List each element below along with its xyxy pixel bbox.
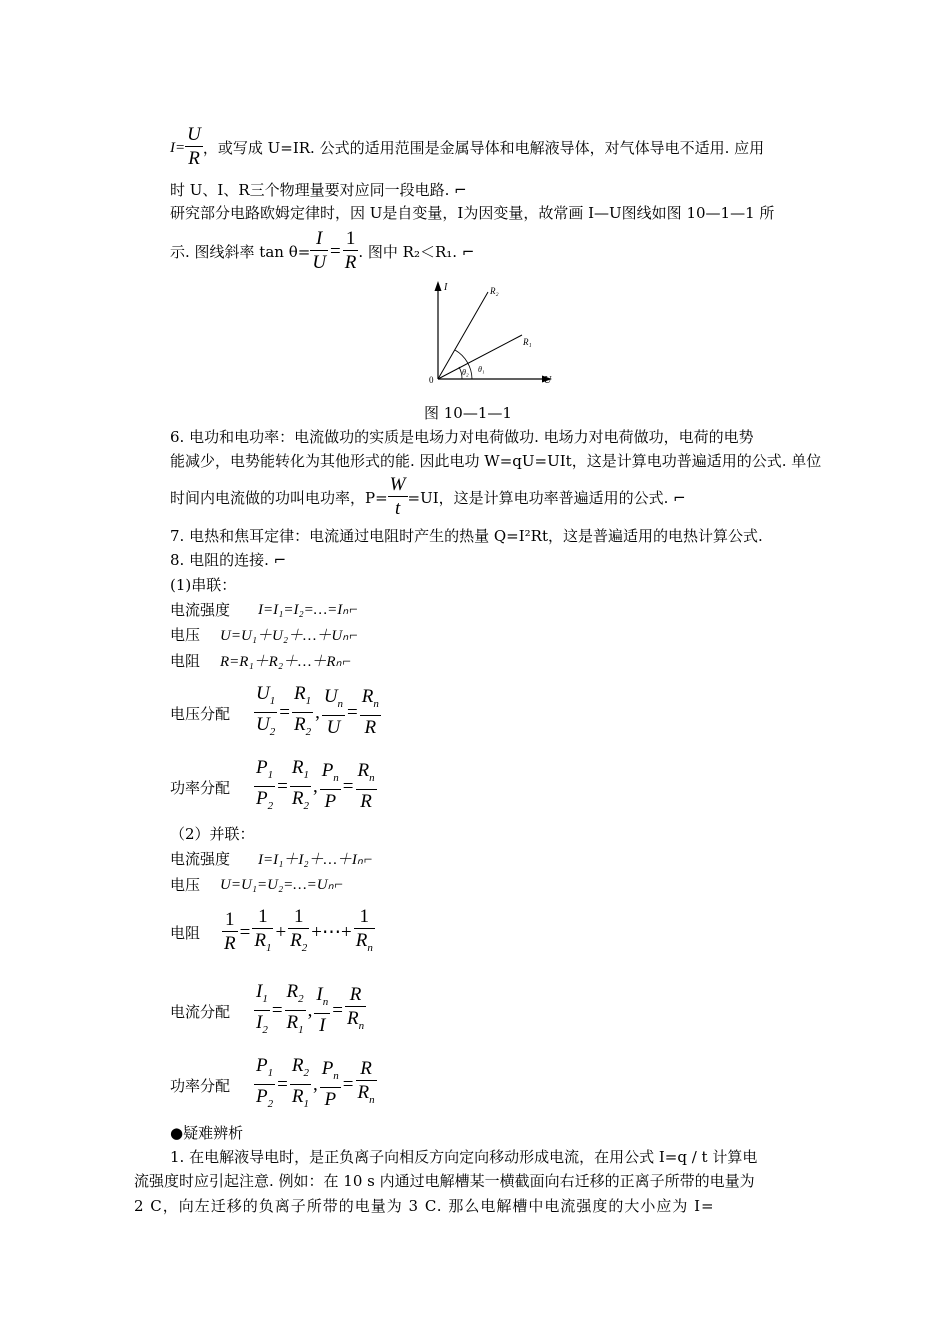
fraction: $\frac{R}{R_n}$ bbox=[346, 984, 365, 1033]
fraction: $\frac{P_1}{P_2}$ bbox=[256, 757, 274, 812]
slope-fraction-1 bbox=[310, 228, 328, 275]
ohm-law-lhs: I= bbox=[170, 139, 186, 156]
slope-fraction-2 bbox=[343, 228, 359, 275]
comma: , bbox=[315, 702, 320, 724]
row-formula: I=I₁=I₂=…=Iₙ⌐ bbox=[258, 602, 359, 618]
fraction-numerator: I bbox=[310, 228, 328, 251]
graph-paragraph-line-2 bbox=[170, 228, 474, 275]
ohm-law-line-1 bbox=[170, 124, 764, 171]
fraction: $\frac{R_2}{R_1}$ bbox=[291, 1055, 309, 1110]
row-formula: R=R₁＋R₂＋…＋Rₙ⌐ bbox=[220, 654, 352, 670]
fraction-numerator: 1 bbox=[343, 228, 359, 251]
parallel-power-distribution bbox=[170, 1055, 377, 1116]
row-label: 电流强度 bbox=[170, 850, 231, 868]
series-title: (1)串联： bbox=[170, 576, 237, 594]
equals-sign: = bbox=[271, 1000, 283, 1022]
parallel-current-row bbox=[170, 848, 373, 869]
equals-sign: = bbox=[279, 702, 290, 724]
series-voltage-distribution bbox=[170, 683, 381, 744]
analysis-line-3: 2 C，向左迁移的负离子所带的电量为 3 C. 那么电解槽中电流强度的大小应为 I= bbox=[134, 1197, 715, 1215]
equals-sign: = bbox=[342, 776, 354, 798]
equals-sign: = bbox=[330, 240, 341, 262]
fraction-denominator: R bbox=[188, 148, 200, 169]
figure-caption: 图 10—1—1 bbox=[424, 404, 512, 422]
ellipsis: +⋯+ bbox=[311, 922, 352, 944]
row-formula: U=U₁＋U₂＋…＋Uₙ⌐ bbox=[220, 628, 359, 644]
graph-paragraph-line-1: 研究部分电路欧姆定律时，因 U是自变量，I为因变量，故常画 I—U图线如图 10—1—1 所 bbox=[170, 204, 775, 222]
fraction: $\frac{R}{R_n}$ bbox=[357, 1058, 375, 1107]
fraction: $\frac{P_n}{P}$ bbox=[321, 760, 339, 813]
comma: , bbox=[312, 776, 318, 798]
fraction: $\frac{R_1}{R_2}$ bbox=[293, 683, 312, 738]
iu-graph-figure bbox=[424, 278, 564, 388]
theta1-label: θ₁ bbox=[478, 365, 485, 374]
comma: , bbox=[312, 1074, 318, 1096]
series-resistance-row bbox=[170, 650, 352, 671]
series-current-row bbox=[170, 599, 358, 620]
row-label: 电压分配 bbox=[170, 704, 231, 723]
equals-sign: = bbox=[277, 776, 288, 798]
fraction: $\frac{1}{R}$ bbox=[224, 909, 236, 955]
fraction: $\frac{R_2}{R_1}$ bbox=[286, 981, 304, 1036]
power-fraction bbox=[388, 474, 408, 521]
item-8: 8. 电阻的连接. ⌐ bbox=[170, 551, 287, 569]
ohm-law-line-2: 时 U、I、R三个物理量要对应同一段电路. ⌐ bbox=[170, 181, 467, 199]
equals-sign: = bbox=[239, 921, 251, 943]
analysis-line-2: 流强度时应引起注意. 例如：在 10 s 内通过电解槽某一横截面向右迁移的正离子所带的电量为 bbox=[134, 1172, 755, 1190]
slope-text-post: . 图中 R₂＜R₁. ⌐ bbox=[358, 242, 475, 261]
row-label: 电流强度 bbox=[170, 601, 231, 619]
item-6-line-3 bbox=[170, 474, 686, 521]
axis-y-label: I bbox=[444, 282, 448, 293]
parallel-voltage-row bbox=[170, 874, 344, 895]
row-label: 功率分配 bbox=[170, 778, 231, 797]
parallel-resistance-row bbox=[170, 906, 375, 960]
parallel-title: （2）并联： bbox=[170, 825, 255, 843]
fraction: $\frac{1}{R_n}$ bbox=[355, 906, 373, 954]
row-formula: U=U₁=U₂=…=Uₙ⌐ bbox=[220, 877, 344, 893]
axis-x-label: U bbox=[544, 375, 552, 386]
equals-sign: = bbox=[277, 1074, 288, 1096]
fraction: $\frac{R_n}{R}$ bbox=[357, 760, 375, 813]
ohm-law-text: ，或写成 U=IR. 公式的适用范围是金属导体和电解液导体，对气体导电不适用. 应用 bbox=[202, 138, 765, 157]
fraction: $\frac{P_n}{P}$ bbox=[321, 1058, 339, 1111]
series-power-distribution bbox=[170, 757, 377, 818]
fraction-numerator: W bbox=[389, 474, 406, 495]
row-formula: I=I₁＋I₂＋…＋Iₙ⌐ bbox=[258, 852, 373, 868]
fraction: $\frac{P_1}{P_2}$ bbox=[256, 1055, 274, 1110]
row-label: 电阻 bbox=[170, 652, 201, 670]
series-voltage-row bbox=[170, 624, 358, 645]
slope-text: 示. 图线斜率 tan θ= bbox=[170, 242, 311, 261]
item-7: 7. 电热和焦耳定律：电流通过电阻时产生的热量 Q=I²Rt，这是普遍适用的电热计算公式. bbox=[170, 527, 763, 545]
comma: , bbox=[307, 1000, 313, 1022]
row-label: 电流分配 bbox=[170, 1002, 231, 1021]
origin-label: 0 bbox=[429, 375, 434, 385]
equals-sign: = bbox=[347, 702, 358, 724]
row-label: 电阻 bbox=[170, 924, 201, 943]
equals-sign: = bbox=[342, 1074, 354, 1096]
fraction: $\frac{R_n}{R}$ bbox=[361, 686, 379, 739]
fraction: $\frac{I_n}{I}$ bbox=[316, 984, 329, 1037]
ohm-law-fraction bbox=[185, 124, 203, 171]
fraction: $\frac{U_1}{U_2}$ bbox=[256, 683, 276, 738]
item-6-line-2: 能减少，电势能转化为其他形式的能. 因此电功 W=qU=UIt，这是计算电功普遍适用的公式. 单位 bbox=[170, 452, 822, 470]
fraction-denominator: R bbox=[344, 252, 357, 273]
row-label: 电压 bbox=[170, 626, 201, 644]
analysis-title: ●疑难辨析 bbox=[170, 1124, 244, 1142]
row-label: 功率分配 bbox=[170, 1076, 231, 1095]
fraction: $\frac{1}{R_2}$ bbox=[290, 906, 308, 954]
fraction: $\frac{1}{R_1}$ bbox=[254, 906, 272, 954]
item-6-line-1: 6. 电功和电功率：电流做功的实质是电场力对电荷做功. 电场力对电荷做功，电荷的电势 bbox=[170, 428, 754, 446]
power-text: 时间内电流做的功叫电功率，P= bbox=[170, 488, 388, 507]
fraction: $\frac{R_1}{R_2}$ bbox=[291, 757, 309, 812]
parallel-current-distribution bbox=[170, 981, 366, 1042]
analysis-line-1: 1. 在电解液导电时，是正负离子向相反方向定向移动形成电流，在用公式 I=q / t 计算电 bbox=[170, 1148, 758, 1166]
fraction-numerator: U bbox=[187, 124, 201, 145]
plus-sign: + bbox=[275, 921, 287, 943]
row-label: 电压 bbox=[170, 876, 201, 894]
fraction: $\frac{I_1}{I_2}$ bbox=[256, 981, 268, 1036]
line-r1-label: R₁ bbox=[523, 337, 532, 347]
fraction-denominator: U bbox=[312, 252, 327, 273]
theta2-label: θ₂ bbox=[462, 368, 469, 377]
power-text-post: =UI，这是计算电功率普遍适用的公式. ⌐ bbox=[407, 488, 686, 507]
fraction-denominator: t bbox=[394, 498, 401, 519]
fraction: $\frac{U_n}{U}$ bbox=[323, 686, 344, 739]
line-r2-label: R₂ bbox=[490, 286, 499, 296]
equals-sign: = bbox=[332, 1000, 343, 1022]
